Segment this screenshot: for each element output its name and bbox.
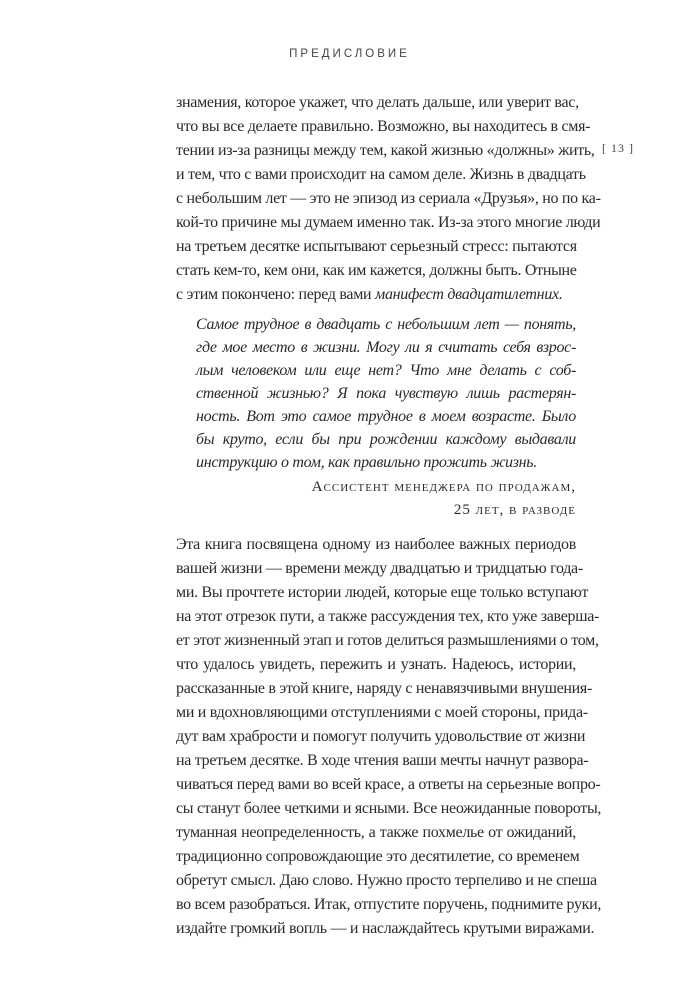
text-line: ми и вдохновляющими отступлениями с моей стороны, прида-: [176, 704, 588, 721]
text-line: Самое трудное в двадцать с небольшим лет — понять,: [196, 316, 576, 333]
emphasis-text: манифест двадцатилетних.: [375, 286, 563, 303]
text-line: инструкцию о том, как правильно прожить жизнь.: [196, 454, 537, 471]
page-number: [ 13 ]: [602, 141, 634, 155]
text-line: [176, 283, 576, 307]
text-line: обретут смысл. Даю слово. Нужно просто терпеливо и не спеша: [176, 872, 597, 889]
text-line: туманная неопределенность, а также похмелье от ожиданий,: [176, 824, 576, 841]
text-line: вашей жизни — времени между двадцатью и тридцатью года-: [176, 560, 583, 577]
text-line: бы круто, если бы при рождении каждому выдавали: [196, 431, 576, 448]
text-line: сы станут более четкими и ясными. Все неожиданные повороты,: [176, 800, 602, 817]
paragraph-1: [176, 91, 601, 307]
text-line: дут вам храбрости и помогут получить удовольствие от жизни: [176, 728, 586, 745]
running-header: ПРЕДИСЛОВИЕ: [289, 48, 410, 60]
quote-attribution: [196, 476, 576, 522]
text-line: с небольшим лет — это не эпизод из сериала «Друзья», но по ка-: [176, 190, 601, 207]
text-span: с этим покончено: перед вами: [176, 286, 376, 303]
text-line: чиваться перед вами во всей красе, а ответы на серьезные вопро-: [176, 776, 601, 793]
text-line: ность. Вот это самое трудное в моем возрасте. Было: [196, 408, 576, 425]
text-line: что вы все делаете правильно. Возможно, вы находитесь в смя-: [176, 118, 591, 135]
text-line: ми. Вы прочтете истории людей, которые еще только вступают: [176, 584, 589, 601]
text-line: стать кем-то, кем они, как им кажется, должны быть. Отныне: [176, 262, 577, 279]
epigraph-quote: [196, 313, 576, 474]
text-line: кой-то причине мы думаем именно так. Из-за этого многие люди: [176, 214, 601, 231]
text-line: рассказанные в этой книге, наряду с ненавязчивыми внушения-: [176, 680, 593, 697]
text-line: ет этот жизненный этап и готов делиться размышлениями о том,: [176, 632, 599, 649]
text-line: и тем, что с вами происходит на самом деле. Жизнь в двадцать: [176, 166, 586, 183]
attribution-line: Ассистент менеджера по продажам,: [311, 479, 576, 495]
text-line: на этот отрезок пути, а также рассуждения тех, кто уже заверша-: [176, 608, 600, 625]
text-line: на третьем десятке испытывают серьезный стресс: пытаются: [176, 238, 577, 255]
text-line: во всем разобраться. Итак, отпустите поручень, поднимите руки,: [176, 896, 602, 913]
paragraph-2: [176, 533, 602, 941]
text-line: издайте громкий вопль — и наслаждайтесь крутыми виражами.: [176, 920, 595, 937]
text-line: Эта книга посвящена одному из наиболее важных периодов: [176, 536, 576, 553]
text-line: знамения, которое укажет, что делать дальше, или уверит вас,: [176, 94, 579, 111]
text-line: что удалось увидеть, пережить и узнать. Надеюсь, истории,: [176, 656, 576, 673]
text-line: ственной жизнью? Я пока чувствую лишь растерян-: [196, 385, 576, 402]
attribution-line: 25 лет, в разводе: [453, 502, 576, 518]
text-line: на третьем десятке. В ходе чтения ваши мечты начнут развора-: [176, 752, 589, 769]
text-line: традиционно сопровождающие это десятилетие, со временем: [176, 848, 580, 865]
text-line: лым человеком или еще нет? Что мне делать с соб-: [196, 362, 576, 379]
text-line: где мое место в жизни. Могу ли я считать себя взрос-: [196, 339, 576, 356]
text-line: тении из-за разницы между тем, какой жизнью «должны» жить,: [176, 142, 595, 159]
